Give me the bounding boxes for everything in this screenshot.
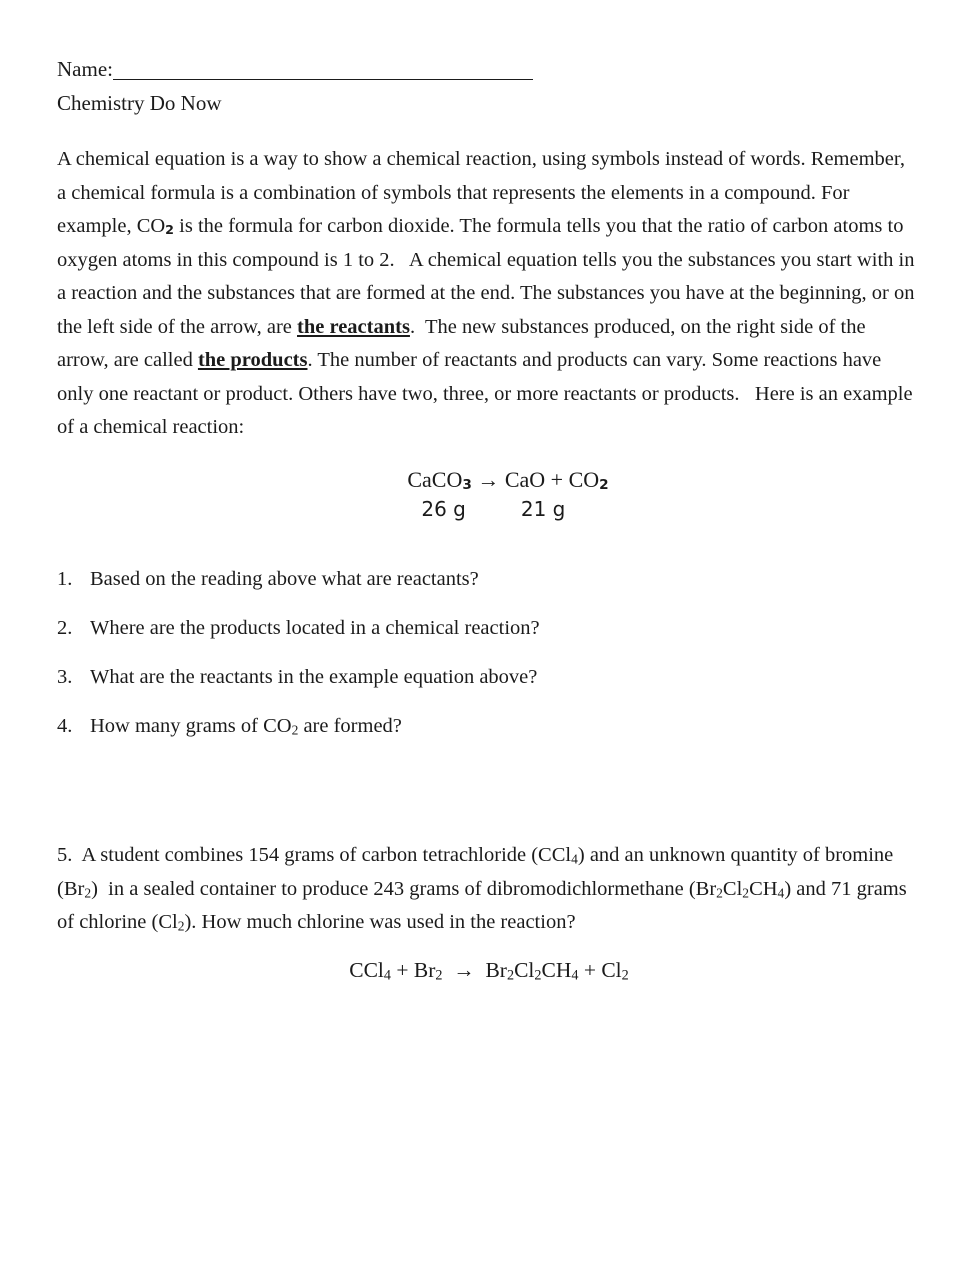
name-blank-line: [113, 77, 533, 80]
questions-list: [57, 563, 921, 744]
mass-under-reactant: 26 g: [421, 496, 466, 521]
question-number: 2.: [57, 616, 73, 639]
question-item-5: 5. A student combines 154 grams of carbon tetrachloride (CCl4) and an unknown quantity of bromine (Br2) in a sealed container to produce 243 grams of dibromodichlormethane (Br2Cl2CH4) and 71 grams of chlorine (Cl2). How much chlorine was used in the reaction?: [57, 844, 912, 934]
question-item-2: [57, 612, 921, 646]
question-text: What are the reactants in the example equation above?: [90, 665, 538, 688]
question-item-1: [57, 563, 921, 597]
question-item-4: [57, 710, 921, 744]
example-equation: CaCO3 → CaO + CO2: [407, 466, 609, 493]
question-number: 4.: [57, 714, 73, 737]
question-text: How many grams of CO2 are formed?: [90, 714, 402, 737]
example-masses-row: [407, 496, 608, 523]
question-text: Where are the products located in a chemical reaction?: [90, 616, 540, 639]
question-item-3: [57, 661, 921, 695]
question-text: Based on the reading above what are reactants?: [90, 567, 479, 590]
name-line: [57, 56, 921, 82]
mass-under-product: 21 g: [520, 496, 566, 521]
intro-paragraph: A chemical equation is a way to show a chemical reaction, using symbols instead of words. Remember, a chemical formula is a combination of symbols that represents the elements in a compound. For example, CO2 is the formula for carbon dioxide. The formula tells you that the ratio of carbon atoms to oxygen atoms in this compound is 1 to 2. A chemical equation tells you the substances you start with in a reaction and the substances that are formed at the end. The substances you have at the beginning, or on the left side of the arrow, are the reactants. The new substances produced, on the right side of the arrow, are called the products. The number of reactants and products can vary. Some reactions have only one reactant or product. Others have two, three, or more reactants or products. Here is an example of a chemical reaction:: [57, 148, 920, 438]
question-number: 3.: [57, 665, 73, 688]
page-title: Chemistry Do Now: [57, 91, 222, 115]
name-label: Name:: [57, 57, 113, 81]
question-number: 1.: [57, 567, 73, 590]
problem5-equation: CCl4 + Br2 → Br2Cl2CH4 + Cl2: [349, 957, 629, 984]
example-equation-block: [407, 465, 608, 523]
